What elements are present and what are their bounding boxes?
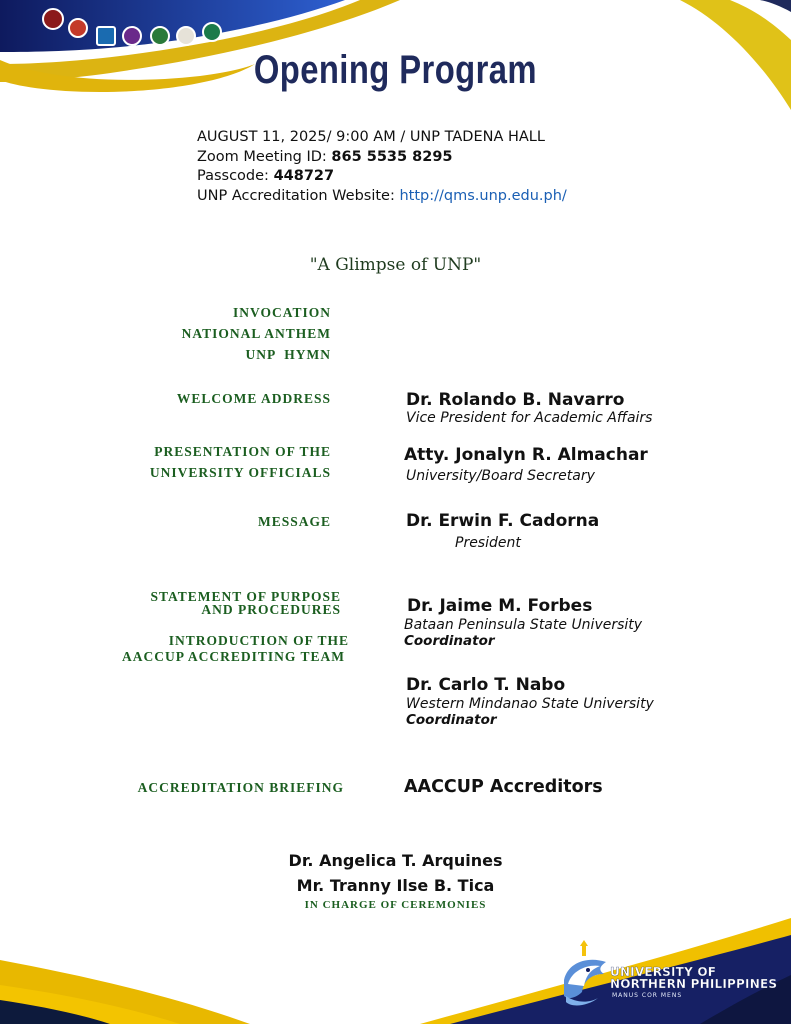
website-row [197, 187, 567, 207]
coordinator-2-name: Dr. Carlo T. Nabo [406, 675, 566, 695]
message-label: MESSAGE [257, 514, 331, 529]
campus-seal-icon [68, 18, 88, 38]
website-label: UNP Accreditation Website: [197, 187, 400, 204]
coordinator-1-role: Coordinator [404, 633, 495, 649]
national-anthem-label: NATIONAL ANTHEM [181, 326, 331, 341]
zoom-label: Zoom Meeting ID: [197, 148, 332, 165]
briefing-speaker-name: AACCUP Accreditors [404, 777, 603, 797]
statement-label-line1: STATEMENT OF PURPOSE [150, 589, 341, 604]
unit-seal-icon [202, 22, 222, 42]
event-date-line: AUGUST 11, 2025/ 9:00 AM / UNP TADENA HALL [197, 129, 545, 145]
zoom-meeting-row [197, 148, 567, 168]
page-title: Opening Program [253, 48, 537, 92]
passcode-label: Passcode: [197, 168, 274, 184]
website-link[interactable]: http://qms.unp.edu.ph/ [399, 187, 567, 204]
event-info [197, 128, 567, 206]
zoom-meeting-id: 865 5535 8295 [331, 148, 453, 165]
unp-hymn-label: UNP HYMN [245, 347, 331, 362]
coordinator-2-institution: Western Mindanao State University [406, 696, 654, 712]
presentation-label-line1: PRESENTATION OF THE [154, 444, 331, 459]
presentation-label-line2: UNIVERSITY OFFICIALS [149, 465, 331, 480]
statement-label-line2: AND PROCEDURES [201, 602, 341, 617]
invocation-label: INVOCATION [233, 305, 331, 320]
presentation-speaker-role: University/Board Secretary [406, 468, 595, 484]
coordinator-1-name: Dr. Jaime M. Forbes [407, 596, 593, 616]
emcee-2-name: Mr. Tranny Ilse B. Tica [296, 876, 495, 895]
coordinator-1-institution: Bataan Peninsula State University [404, 617, 643, 633]
message-speaker-name: Dr. Erwin F. Cadorna [406, 511, 600, 531]
welcome-address-label: WELCOME ADDRESS [176, 391, 331, 406]
briefing-label: ACCREDITATION BRIEFING [137, 780, 344, 795]
welcome-speaker-name: Dr. Rolando B. Navarro [406, 390, 625, 410]
emcees-label: IN CHARGE OF CEREMONIES [304, 899, 487, 911]
emcee-1-name: Dr. Angelica T. Arquines [288, 851, 503, 870]
institute-seal-icon [150, 26, 170, 46]
footer-logo-line2: NORTHERN PHILIPPINES [610, 977, 778, 991]
introduction-label-line1: INTRODUCTION OF THE [168, 633, 349, 648]
presentation-speaker-name: Atty. Jonalyn R. Almachar [404, 445, 648, 465]
coordinator-2-role: Coordinator [406, 712, 497, 728]
program-subtitle: "A Glimpse of UNP" [309, 255, 482, 275]
passcode-value: 448727 [273, 168, 335, 184]
message-speaker-role: President [455, 535, 521, 551]
footer-logo-line1: UNIVERSITY OF [610, 965, 717, 979]
college-seal-icon [96, 26, 116, 46]
introduction-label-line2: AACCUP ACCREDITING TEAM [121, 649, 345, 664]
university-seal-icon [42, 8, 64, 30]
school-seal-icon [176, 26, 196, 46]
welcome-speaker-role: Vice President for Academic Affairs [406, 410, 653, 426]
department-seal-icon [122, 26, 142, 46]
passcode-row [197, 167, 567, 187]
footer-logo-motto: MANUS COR MENS [612, 992, 683, 999]
